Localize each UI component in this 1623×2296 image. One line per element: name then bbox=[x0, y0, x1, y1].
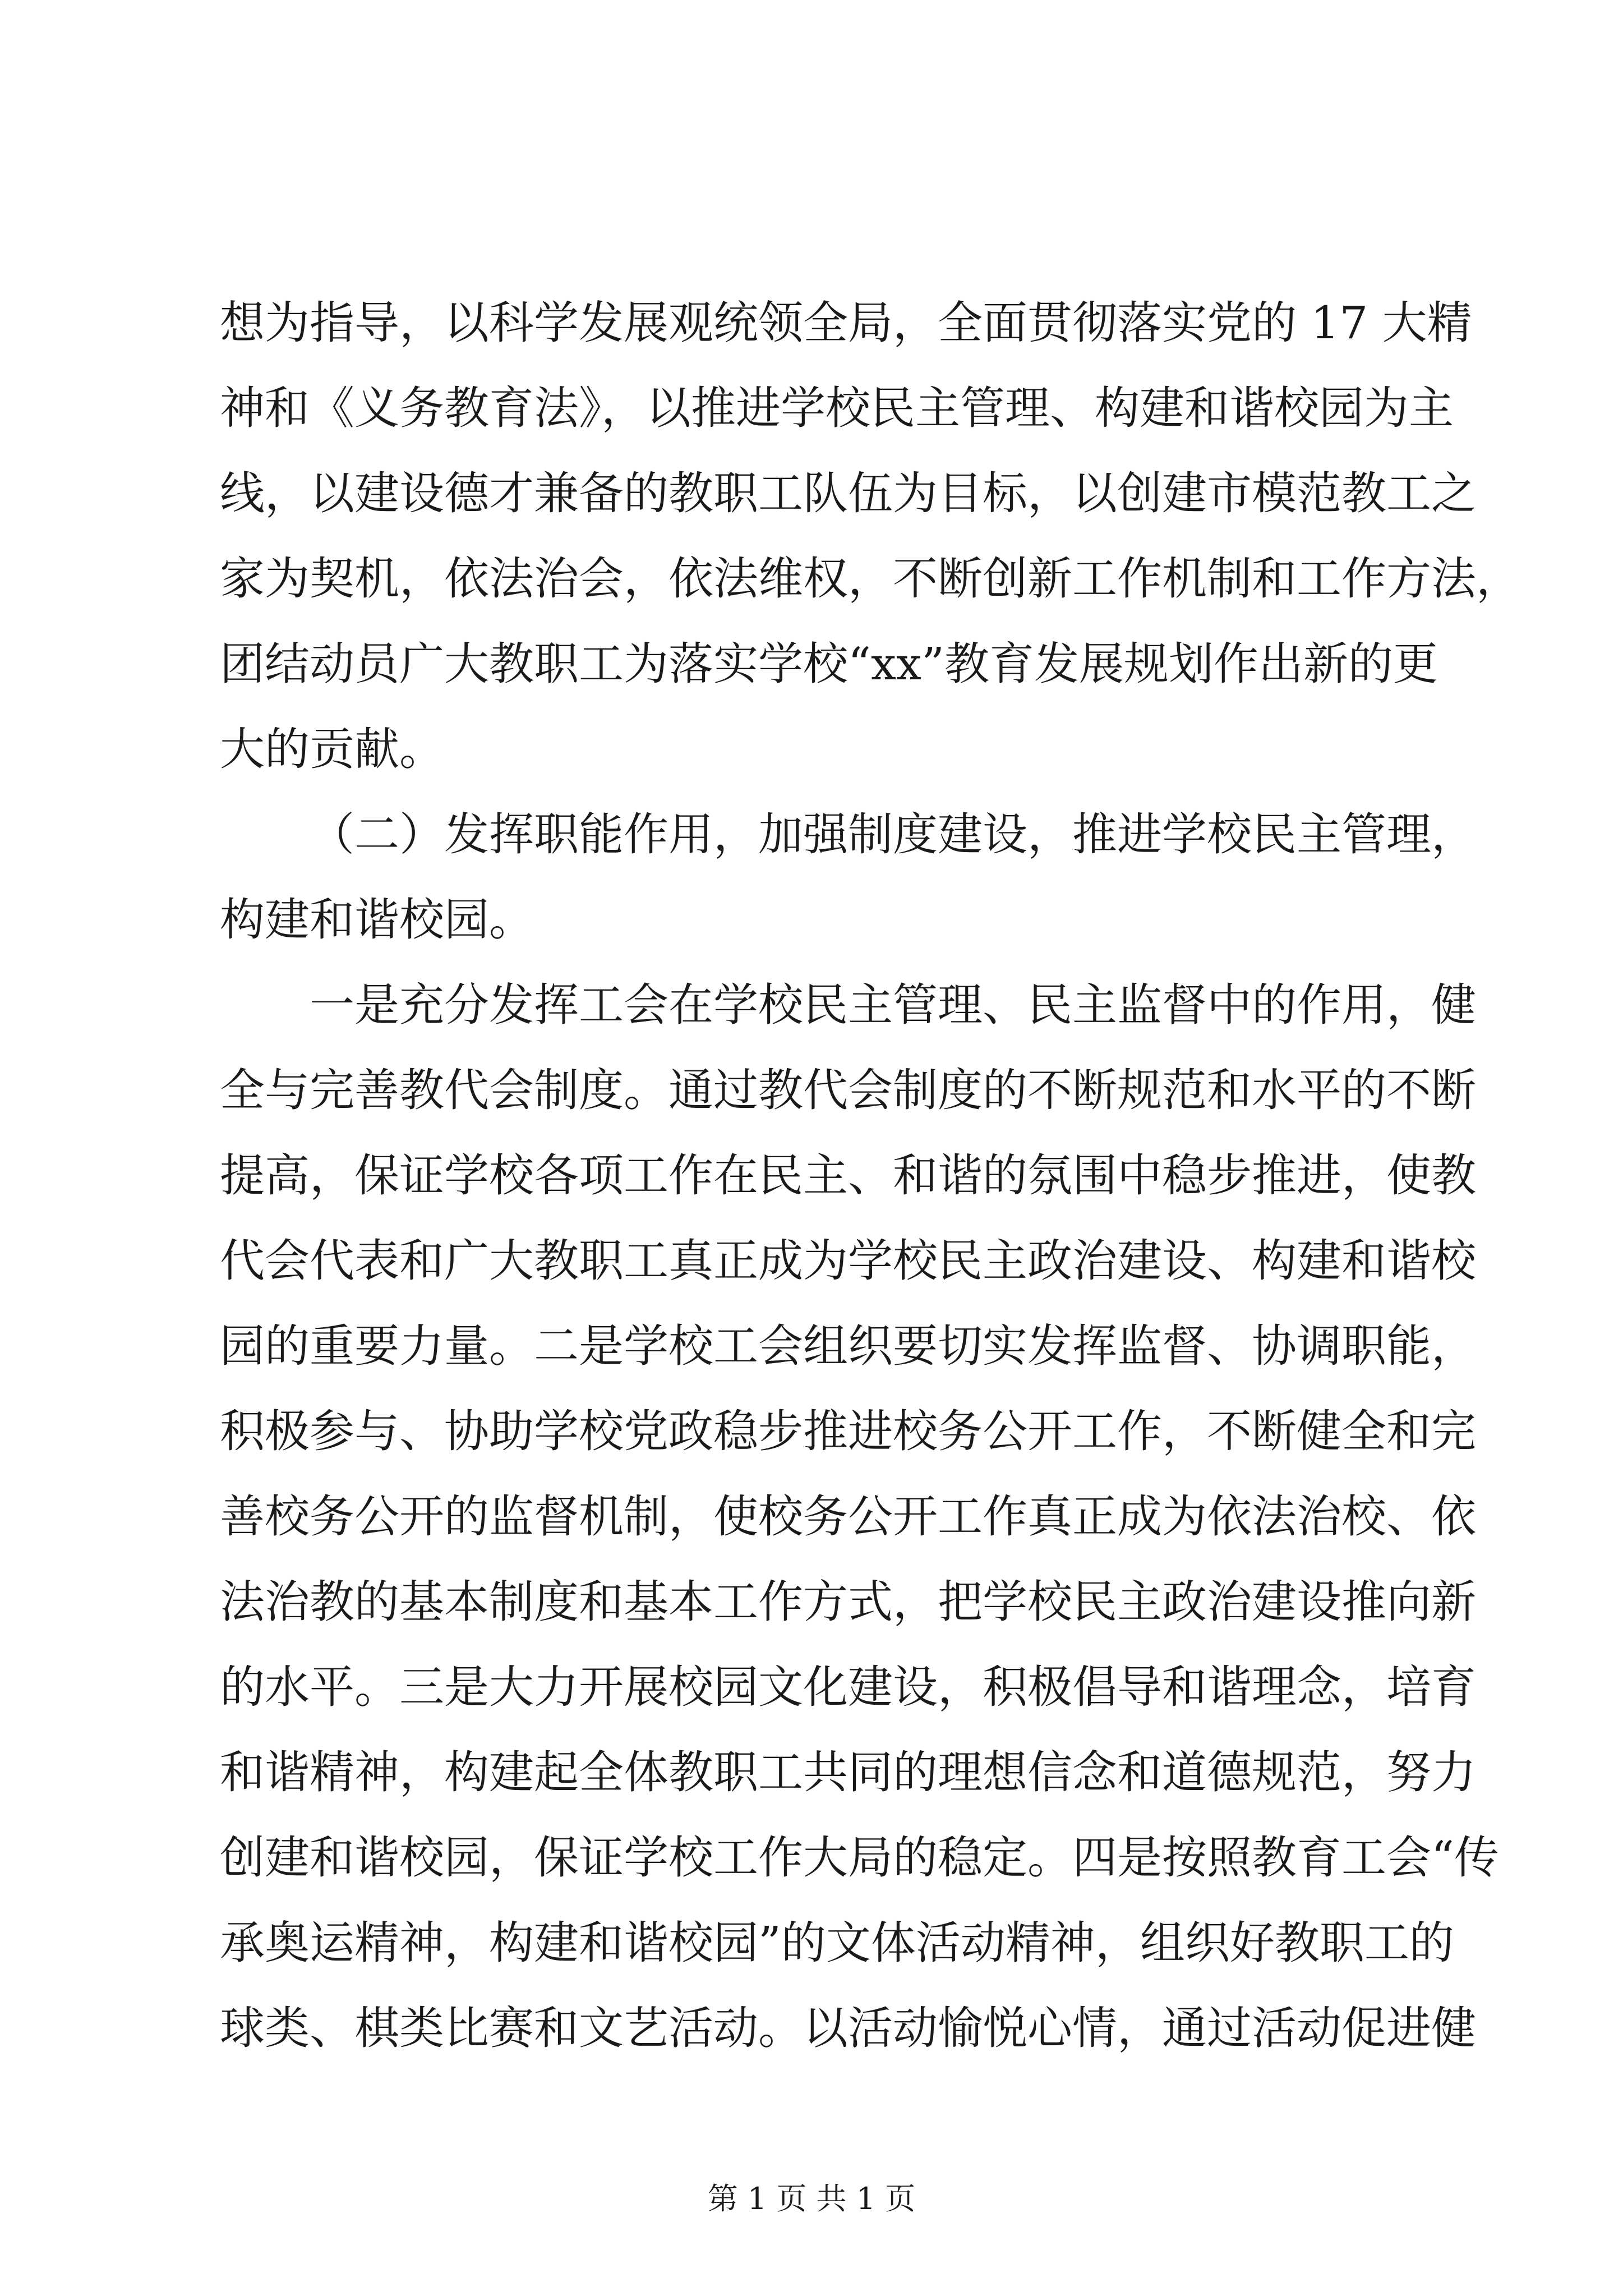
body-text bbox=[220, 280, 1521, 2071]
section-heading-line: 构建和谐校园。 bbox=[220, 894, 534, 946]
text-line: 园的重要力量。二是学校工会组织要切实发挥监督、协调职能， bbox=[220, 1320, 1476, 1372]
page-footer: 第 1 页 共 1 页 bbox=[707, 2181, 916, 2216]
text-line: 神和《义务教育法》，以推进学校民主管理、构建和谐校园为主 bbox=[220, 382, 1454, 434]
text-line: 全与完善教代会制度。通过教代会制度的不断规范和水平的不断 bbox=[220, 1064, 1476, 1116]
text-line: 善校务公开的监督机制，使校务公开工作真正成为依法治校、依 bbox=[220, 1490, 1476, 1543]
text-line: 球类、棋类比赛和文艺活动。以活动愉悦心情，通过活动促进健 bbox=[220, 2002, 1476, 2054]
text-line: 创建和谐校园，保证学校工作大局的稳定。四是按照教育工会“传 bbox=[220, 1832, 1499, 1884]
text-line: 线，以建设德才兼备的教职工队伍为目标，以创建市模范教工之 bbox=[220, 467, 1476, 519]
text-line: 和谐精神，构建起全体教职工共同的理想信念和道德规范，努力 bbox=[220, 1746, 1476, 1798]
text-line: 大的贡献。 bbox=[220, 723, 444, 775]
text-line: 团结动员广大教职工为落实学校“xx”教育发展规划作出新的更 bbox=[220, 638, 1438, 690]
text-line: 承奥运精神，构建和谐校园”的文体活动精神，组织好教职工的 bbox=[220, 1917, 1454, 1969]
text-line: 提高，保证学校各项工作在民主、和谐的氛围中稳步推进，使教 bbox=[220, 1149, 1476, 1202]
text-line: 想为指导，以科学发展观统领全局，全面贯彻落实党的 17 大精 bbox=[220, 297, 1472, 349]
text-line: 家为契机，依法治会，依法维权，不断创新工作机制和工作方法， bbox=[220, 553, 1521, 605]
section-heading-line: （二）发挥职能作用，加强制度建设，推进学校民主管理， bbox=[310, 808, 1476, 861]
text-line: 法治教的基本制度和基本工作方式，把学校民主政治建设推向新 bbox=[220, 1576, 1476, 1628]
text-line: 一是充分发挥工会在学校民主管理、民主监督中的作用，健 bbox=[310, 979, 1476, 1031]
text-line: 代会代表和广大教职工真正成为学校民主政治建设、构建和谐校 bbox=[220, 1235, 1476, 1287]
text-line: 积极参与、协助学校党政稳步推进校务公开工作，不断健全和完 bbox=[220, 1405, 1476, 1457]
text-line: 的水平。三是大力开展校园文化建设，积极倡导和谐理念，培育 bbox=[220, 1661, 1476, 1713]
